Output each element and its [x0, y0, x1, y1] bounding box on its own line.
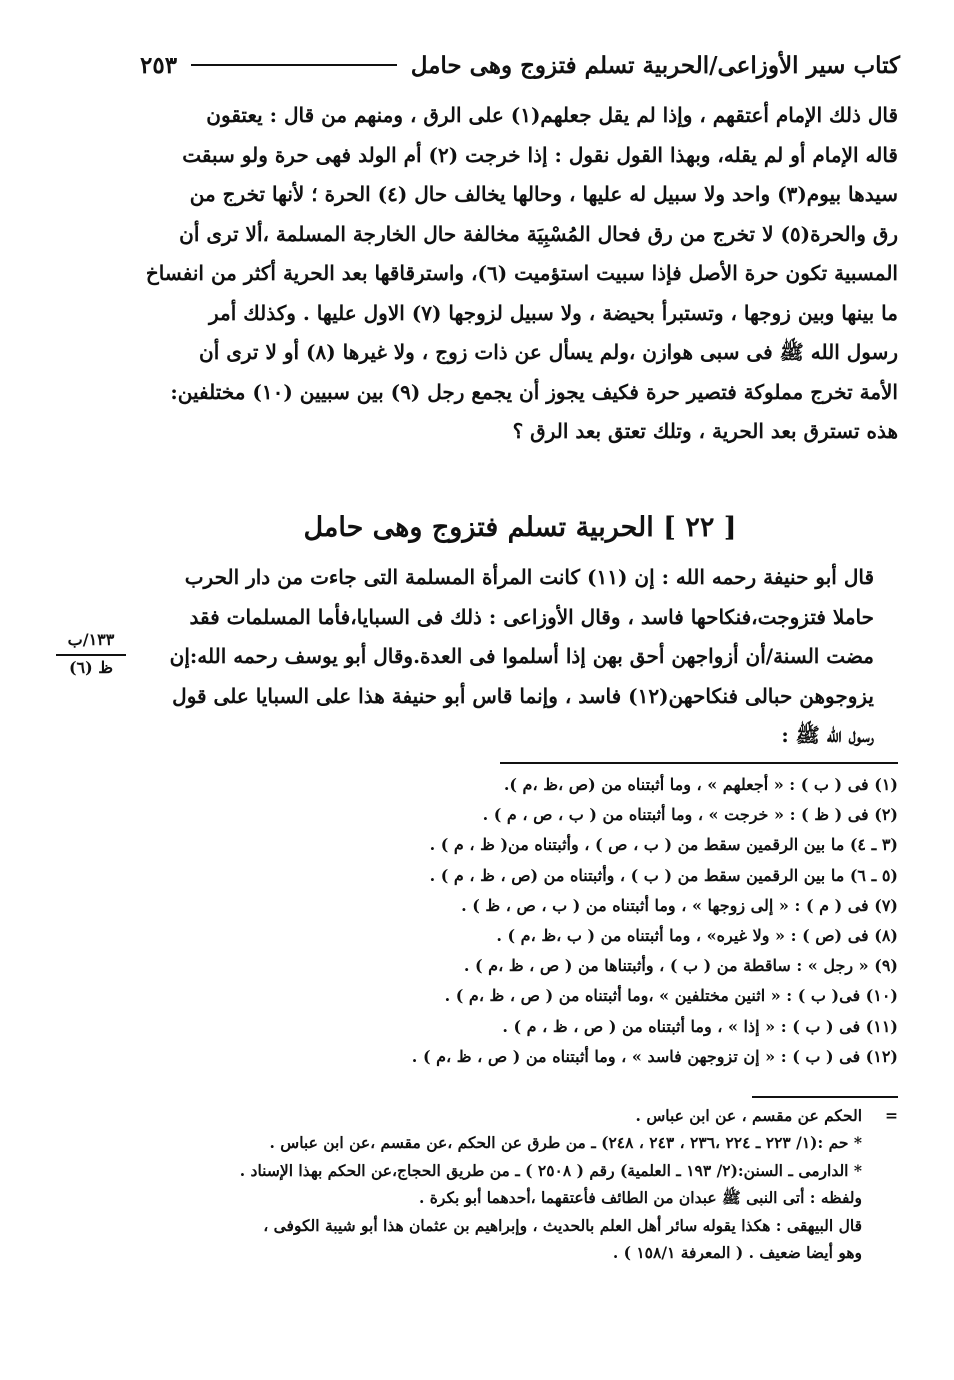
- header-rule: [191, 64, 397, 66]
- paragraph-1-line: هذه تسترق بعد الحرية ، وتلك تعتق بعد الرق ؟: [512, 419, 898, 443]
- footnote-item: (٧) فى ( م ) : « إلى زوجها » ، وما أثبتناه من ( ب ، ص ، ظ ) .: [461, 895, 898, 915]
- footnote-item: (٢) فى ( ظ ) : « خرجت » ، وما أثبتناه من ( ب ، ص ، م ) .: [482, 805, 898, 825]
- paragraph-1-line: المسبية تكون حرة الأصل فإذا سبيت استؤميت (٦)، واسترقاقها بعد الحرية أكثر من انفساخ: [145, 261, 898, 285]
- paragraph-1-line: قال ذلك الإمام أعتقهم ، وإذا لم يقل جعلهم(١) على الرق ، ومنهم من قال : يعتقون: [206, 103, 898, 127]
- margin-note-source: ظ (٦): [68, 658, 114, 677]
- section-heading: [ ٢٢ ] الحربية تسلم فتزوج وهى حامل: [303, 512, 737, 543]
- extra-note-item: وهو أيضا ضعيف . ( المعرفة ١٥٨/١ ) .: [612, 1242, 862, 1262]
- page-number: ٢٥٣: [140, 51, 178, 79]
- footnote-item: (١٢) فى ( ب ) : « إن تزوجهن فاسد » ، وما أثبتناه من ( ص ، ظ ،م ) .: [411, 1046, 898, 1066]
- extra-note-item: قال البيهقى : هكذا يقوله سائر أهل العلم بالحديث ، وإبراهيم بن عثمان هذا أبو شيبة الكوفى ،: [263, 1215, 862, 1235]
- extra-note-item: ولفظه : أتى النبى ﷺ عبدان من الطائف فأعتقهما ،أحدهما أبو بكرة .: [419, 1188, 862, 1208]
- paragraph-2-line: مضت السنة/أن أزواجهن أحق بهن إذا أسلموا فى العدة.وقال أبو يوسف رحمه الله:إن: [169, 644, 874, 668]
- extra-notes-divider: [752, 1096, 898, 1098]
- paragraph-1-line: قاله الإمام أو لم يقله، وبهذا القول نقول : إذا خرجت (٢) أم الولد فهى حرة ولو سبقت: [182, 142, 898, 167]
- paragraph-1-line: سيدها بيوم(٣) واحد ولا سبيل له عليها ، وحالها يخالف حال (٤) الحرة ؛ لأنها تخرج من: [189, 182, 898, 206]
- manuscript-margin-note: [56, 628, 126, 680]
- footnote-item: (٣ ـ ٤) ما بين الرقمين سقط من ( ب ، ص ) ، وأثبتناه من( ظ ، م ) .: [429, 835, 898, 855]
- extra-note-item: [142, 1102, 898, 1129]
- footnote-item: (١١) فى ( ب ) : « إذا » ، وما أثبتناه من ( ص ، ظ ، م ) .: [502, 1016, 898, 1036]
- footnote-item: (٩) « رجل » : ساقطة من ( ب ) ، وأثبتناها من ( ص ، ظ ،م ) .: [463, 956, 898, 976]
- extra-note-item: * حم :(١/ ٢٢٣ ـ ٢٢٤ ،٢٣٦ ، ٢٤٣ ، ٢٤٨) ـ من طرق عن الحكم ،عن مقسم ،عن ابن عباس .: [269, 1133, 862, 1153]
- footnote-item: (١) فى ( ب ) : « أجعلهم » ، وما أثبتناه من (ص ،ظ ،م ).: [503, 775, 898, 794]
- paragraph-1: [142, 96, 898, 452]
- header-title: كتاب سير الأوزاعى/الحربية تسلم فتزوج وهى حامل: [410, 51, 900, 79]
- paragraph-1-line: الأمة تخرج مملوكة فتصير حرة فكيف يجوز أن يجمع رجل (٩) بين سبيين (١٠) مختلفين:: [170, 379, 898, 404]
- continuation-marker: =: [885, 1106, 898, 1125]
- footnote-item: (١٠) فى( ب ) : « اثنين مختلفين » ،وما أثبتناه من ( ص ، ظ ،م ) .: [444, 986, 898, 1006]
- extra-note-item: * الدارمى ـ السنن:(٢/ ١٩٣ ـ العلمية) رقم ( ٢٥٠٨ ) ـ من طريق الحجاج،عن الحكم بهذا الإسناد .: [239, 1160, 862, 1180]
- paragraph-1-line: رق والحرة(٥) لا تخرج من رق فحال المُسْبِيَة مخالفة حال الخارجة المسلمة ،ألا ترى أن: [179, 221, 898, 246]
- paragraph-2-line: رسول الله ﷺ :: [781, 723, 874, 747]
- extra-notes-list: [142, 1102, 898, 1266]
- footnote-item: (٥ ـ ٦) ما بين الرقمين سقط من ( ب ) ، وأثبتناه من (ص ، ظ ، م ) .: [429, 865, 898, 885]
- footnote-item: (٨) فى (ص ) : « ولا غيره» ، وما أثبتناه من ( ب ،ظ ،م ) .: [496, 925, 898, 945]
- running-header: [140, 44, 900, 86]
- footnote-divider: [500, 762, 898, 764]
- paragraph-2-line: يزوجوهن حبالى فنكاحهن(١٢) فاسد ، وإنما قاس أبو حنيفة هذا على السبايا على قول: [172, 683, 874, 708]
- paragraph-2: [142, 558, 898, 756]
- paragraph-1-line: رسول الله ﷺ فى سبى هوازن ،ولم يسأل عن ذات زوج ، ولا غيرها (٨) أو لا ترى أن: [199, 340, 898, 364]
- paragraph-2-line: حاملا فتزوجت،فنكاحها فاسد ، وقال الأوزاعى : ذلك فى السبايا،فأما المسلمات فقد: [189, 604, 874, 629]
- extra-note-text: الحكم عن مقسم ، عن ابن عباس .: [635, 1106, 862, 1125]
- margin-note-folio: ١٣٣/ب: [56, 628, 126, 656]
- footnotes-list: [142, 770, 898, 1072]
- paragraph-1-line: ما بينها وبين زوجها ، وتستبرأ بحيضة ، ولا سبيل لزوجها (٧) الاول عليها . وكذلك أمر: [209, 300, 898, 325]
- paragraph-2-line: قال أبو حنيفة رحمه الله : إن (١١) كانت المرأة المسلمة التى جاءت من دار الحرب: [184, 565, 874, 589]
